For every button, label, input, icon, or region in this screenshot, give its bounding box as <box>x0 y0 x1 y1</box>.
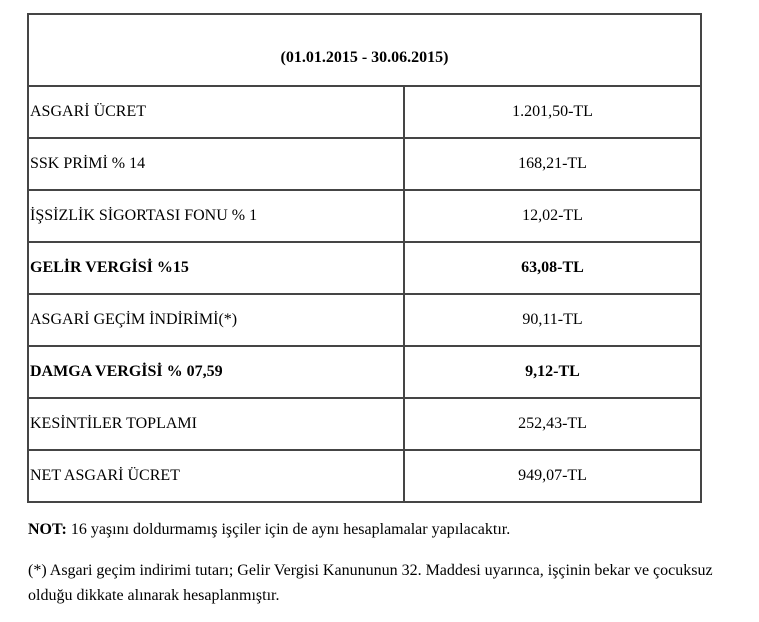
note-minors <box>28 517 751 542</box>
table-row <box>28 86 701 138</box>
row-label: NET ASGARİ ÜCRET <box>28 450 404 502</box>
row-value: 168,21-TL <box>404 138 701 190</box>
row-value: 9,12-TL <box>404 346 701 398</box>
table-row <box>28 190 701 242</box>
row-value: 90,11-TL <box>404 294 701 346</box>
table-row <box>28 450 701 502</box>
row-label: DAMGA VERGİSİ % 07,59 <box>28 346 404 398</box>
row-label: ASGARİ ÜCRET <box>28 86 404 138</box>
row-label: İŞSİZLİK SİGORTASI FONU % 1 <box>28 190 404 242</box>
row-label: ASGARİ GEÇİM İNDİRİMİ(*) <box>28 294 404 346</box>
row-value: 1.201,50-TL <box>404 86 701 138</box>
content-area <box>27 13 751 622</box>
row-label: GELİR VERGİSİ %15 <box>28 242 404 294</box>
minimum-wage-table <box>27 13 702 503</box>
row-value: 252,43-TL <box>404 398 701 450</box>
note-asterisk: (*) Asgari geçim indirimi tutarı; Gelir Vergisi Kanununun 32. Maddesi uyarınca, işçinin bekar ve çocuksuz olduğu dikkate alınarak hesaplanmıştır. <box>28 562 713 604</box>
table-row <box>28 398 701 450</box>
row-label: KESİNTİLER TOPLAMI <box>28 398 404 450</box>
table-row <box>28 138 701 190</box>
period-header: (01.01.2015 - 30.06.2015) <box>28 14 701 86</box>
row-value: 949,07-TL <box>404 450 701 502</box>
table-row <box>28 294 701 346</box>
table-row <box>28 242 701 294</box>
row-value: 63,08-TL <box>404 242 701 294</box>
note-minors-text: 16 yaşını doldurmamış işçiler için de aynı hesaplamalar yapılacaktır. <box>66 521 511 538</box>
period-header-row <box>28 14 701 86</box>
table-row <box>28 346 701 398</box>
note-minors-prefix: NOT: <box>28 521 67 538</box>
row-value: 12,02-TL <box>404 190 701 242</box>
row-label: SSK PRİMİ % 14 <box>28 138 404 190</box>
